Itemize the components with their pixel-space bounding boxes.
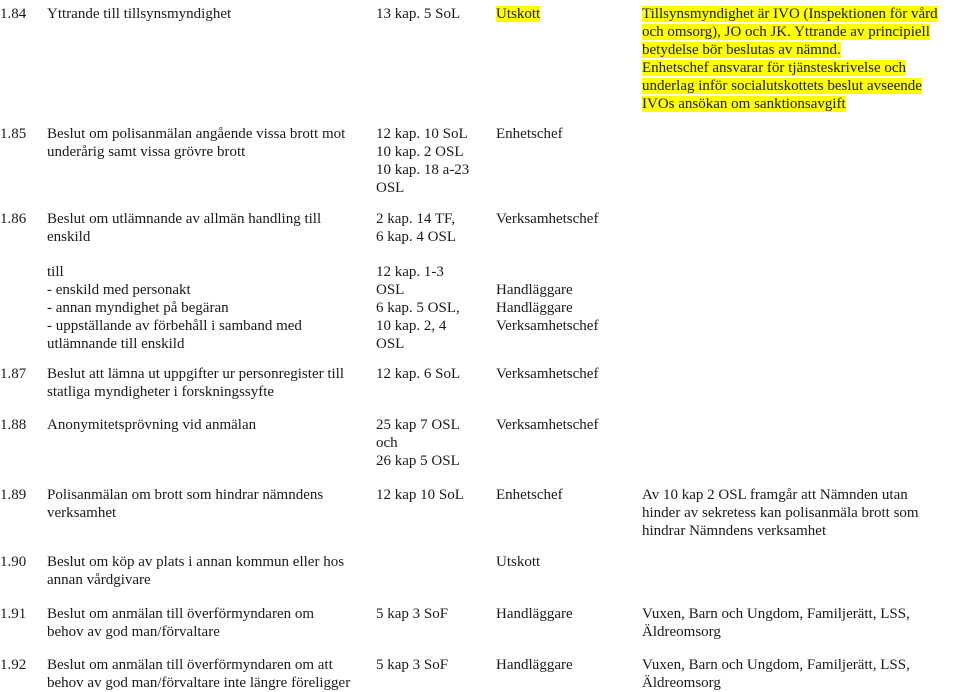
item-note-line	[642, 77, 958, 95]
delegate-line	[496, 553, 636, 571]
item-description-text: Yttrande till tillsynsmyndighet	[47, 6, 232, 22]
legal-reference-text: OSL	[376, 282, 405, 298]
legal-reference-text: 6 kap. 5 OSL,	[376, 300, 460, 316]
item-description-text: Beslut om köp av plats i annan kommun eller hos	[47, 554, 345, 570]
item-note-text: hindrar Nämndens verksamhet	[642, 523, 827, 539]
item-note-text: Äldreomsorg	[642, 675, 721, 691]
item-description-line	[47, 605, 365, 623]
item-number: 1.88	[0, 417, 27, 433]
item-number: 1.92	[0, 657, 27, 673]
item-note-text: Tillsynsmyndighet är IVO (Inspektionen för vård	[642, 6, 938, 22]
item-number: 1.84	[0, 6, 27, 22]
legal-reference-line	[376, 210, 491, 228]
item-description	[47, 605, 365, 641]
item-description-text: Beslut om polisanmälan angående vissa brott mot	[47, 126, 346, 142]
legal-reference-text: 6 kap. 4 OSL	[376, 229, 456, 245]
item-description-line	[47, 486, 365, 504]
item-description-line	[47, 263, 365, 281]
legal-reference	[376, 605, 491, 623]
item-note-line	[642, 5, 958, 23]
delegate-text: Handläggare	[496, 282, 573, 298]
item-description-text: verksamhet	[47, 505, 117, 521]
item-description-line	[47, 125, 365, 143]
legal-reference-line	[376, 452, 491, 470]
item-note-line	[642, 23, 958, 41]
delegate-line	[496, 125, 636, 143]
item-note-line	[642, 59, 958, 77]
legal-reference	[376, 656, 491, 674]
legal-reference-text: 5 kap 3 SoF	[376, 606, 449, 622]
delegate-line	[496, 5, 636, 23]
item-note	[642, 5, 958, 113]
item-note-text: Äldreomsorg	[642, 624, 721, 640]
legal-reference-line	[376, 317, 491, 335]
legal-reference-text: 12 kap. 1-3	[376, 264, 444, 280]
item-description-line	[47, 5, 365, 23]
item-description-text: Beslut om utlämnande av allmän handling till	[47, 211, 322, 227]
item-description-line	[47, 299, 365, 317]
delegate-text: Handläggare	[496, 657, 573, 673]
item-description-text: utlämnande till enskild	[47, 336, 185, 352]
legal-reference-text: 5 kap 3 SoF	[376, 657, 449, 673]
legal-reference-text: 26 kap 5 OSL	[376, 453, 460, 469]
item-description-text: Beslut om anmälan till överförmyndaren om att	[47, 657, 333, 673]
delegate-line	[496, 605, 636, 623]
delegate-text: Handläggare	[496, 606, 573, 622]
legal-reference-text: OSL	[376, 336, 405, 352]
delegate	[496, 486, 636, 504]
item-description-text: annan vårdgivare	[47, 572, 151, 588]
item-description-text: behov av god man/förvaltare	[47, 624, 220, 640]
item-note	[642, 605, 958, 641]
legal-reference	[376, 5, 491, 23]
item-note-line	[642, 504, 958, 522]
delegate-line	[496, 365, 636, 383]
legal-reference-line	[376, 335, 491, 353]
item-description-line	[47, 383, 365, 401]
item-number: 1.89	[0, 487, 27, 503]
delegate-line	[496, 281, 636, 299]
item-description-line	[47, 228, 365, 246]
item-description	[47, 125, 365, 161]
item-description-line	[47, 571, 365, 589]
legal-reference-line	[376, 416, 491, 434]
delegate-text: Utskott	[496, 554, 541, 570]
delegate-line	[496, 263, 636, 281]
item-number: 1.86	[0, 211, 27, 227]
item-description-line	[47, 416, 365, 434]
item-description	[47, 416, 365, 434]
item-note-line	[642, 522, 958, 540]
item-number: 1.90	[0, 554, 27, 570]
legal-reference	[376, 210, 491, 246]
item-description-line	[47, 623, 365, 641]
delegate	[496, 416, 636, 434]
item-note	[642, 656, 958, 692]
item-description-line	[47, 281, 365, 299]
item-number: 1.87	[0, 366, 27, 382]
item-description-line	[47, 210, 365, 228]
item-description	[47, 486, 365, 522]
delegate	[496, 553, 636, 571]
item-description-text: behov av god man/förvaltare inte längre föreligger	[47, 675, 351, 691]
item-description-text: - annan myndighet på begäran	[47, 300, 229, 316]
item-note-line	[642, 623, 958, 641]
item-description	[47, 5, 365, 23]
item-description-text: - uppställande av förbehåll i samband med	[47, 318, 302, 334]
item-note	[642, 486, 958, 540]
legal-reference-text: och	[376, 435, 398, 451]
item-description	[47, 263, 365, 353]
legal-reference	[376, 263, 491, 353]
delegate	[496, 656, 636, 674]
delegate	[496, 605, 636, 623]
legal-reference-line	[376, 143, 491, 161]
item-description-text: Beslut att lämna ut uppgifter ur personregister till	[47, 366, 345, 382]
legal-reference-line	[376, 434, 491, 452]
legal-reference	[376, 486, 491, 504]
delegate	[496, 263, 636, 335]
delegate-line	[496, 416, 636, 434]
item-description-text: till	[47, 264, 64, 280]
item-note-text: betydelse bör beslutas av nämnd.	[642, 42, 841, 58]
legal-reference-line	[376, 228, 491, 246]
item-note-text: Vuxen, Barn och Ungdom, Familjerätt, LSS,	[642, 606, 910, 622]
legal-reference-text: 12 kap 10 SoL	[376, 487, 464, 503]
legal-reference-text: 10 kap. 2 OSL	[376, 144, 464, 160]
legal-reference-line	[376, 605, 491, 623]
item-note-line	[642, 95, 958, 113]
item-description-text: underårig samt vissa grövre brott	[47, 144, 246, 160]
legal-reference-text: 10 kap. 2, 4	[376, 318, 447, 334]
legal-reference-line	[376, 365, 491, 383]
delegate-line	[496, 210, 636, 228]
item-note-text: underlag inför socialutskottets beslut avseende	[642, 78, 922, 94]
item-description-line	[47, 317, 365, 335]
item-description	[47, 365, 365, 401]
item-number: 1.91	[0, 606, 27, 622]
item-description-line	[47, 365, 365, 383]
item-note-line	[642, 486, 958, 504]
item-note-line	[642, 674, 958, 692]
legal-reference-text: 12 kap. 10 SoL	[376, 126, 468, 142]
item-description-text: Anonymitetsprövning vid anmälan	[47, 417, 257, 433]
delegate	[496, 5, 636, 23]
item-description-text: statliga myndigheter i forskningssyfte	[47, 384, 275, 400]
legal-reference-line	[376, 656, 491, 674]
item-description-text: Polisanmälan om brott som hindrar nämndens	[47, 487, 324, 503]
delegate-text: Verksamhetschef	[496, 211, 599, 227]
item-note-text: Enhetschef ansvarar för tjänsteskrivelse och	[642, 60, 907, 76]
legal-reference-text: 13 kap. 5 SoL	[376, 6, 461, 22]
delegate-line	[496, 317, 636, 335]
legal-reference	[376, 125, 491, 197]
legal-reference-line	[376, 263, 491, 281]
item-note-text: Vuxen, Barn och Ungdom, Familjerätt, LSS,	[642, 657, 910, 673]
delegate-text: Enhetschef	[496, 126, 563, 142]
delegate-text: Handläggare	[496, 300, 573, 316]
item-note-line	[642, 605, 958, 623]
legal-reference-line	[376, 299, 491, 317]
delegate-text: Verksamhetschef	[496, 318, 599, 334]
legal-reference-line	[376, 161, 491, 179]
delegate	[496, 365, 636, 383]
item-description-text: - enskild med personakt	[47, 282, 191, 298]
delegate-text: Utskott	[496, 6, 541, 22]
delegate-text: Verksamhetschef	[496, 417, 599, 433]
legal-reference-line	[376, 179, 491, 197]
item-description-text: Beslut om anmälan till överförmyndaren om	[47, 606, 315, 622]
item-note-line	[642, 41, 958, 59]
legal-reference-line	[376, 125, 491, 143]
legal-reference-line	[376, 281, 491, 299]
legal-reference-text: 2 kap. 14 TF,	[376, 211, 455, 227]
delegate-text: Verksamhetschef	[496, 366, 599, 382]
legal-reference-text: OSL	[376, 180, 405, 196]
item-description	[47, 553, 365, 589]
item-description-line	[47, 553, 365, 571]
legal-reference-text: 25 kap 7 OSL	[376, 417, 460, 433]
delegate-line	[496, 486, 636, 504]
item-description-line	[47, 504, 365, 522]
delegate	[496, 210, 636, 228]
delegate-text: Enhetschef	[496, 487, 563, 503]
item-note-line	[642, 656, 958, 674]
item-note-text: Av 10 kap 2 OSL framgår att Nämnden utan	[642, 487, 908, 503]
legal-reference	[376, 416, 491, 470]
item-description	[47, 656, 365, 692]
item-description-line	[47, 656, 365, 674]
legal-reference-line	[376, 486, 491, 504]
item-description-line	[47, 143, 365, 161]
delegate-line	[496, 656, 636, 674]
item-number: 1.85	[0, 126, 27, 142]
item-description-line	[47, 674, 365, 692]
item-description	[47, 210, 365, 246]
item-note-text: IVOs ansökan om sanktionsavgift	[642, 96, 846, 112]
legal-reference-text: 12 kap. 6 SoL	[376, 366, 461, 382]
item-note-text: och omsorg), JO och JK. Yttrande av principiell	[642, 24, 930, 40]
item-note-text: hinder av sekretess kan polisanmäla brott som	[642, 505, 919, 521]
legal-reference-text: 10 kap. 18 a-23	[376, 162, 470, 178]
delegate	[496, 125, 636, 143]
delegate-line	[496, 299, 636, 317]
item-description-text: enskild	[47, 229, 91, 245]
item-description-line	[47, 335, 365, 353]
legal-reference	[376, 365, 491, 383]
legal-reference-line	[376, 5, 491, 23]
